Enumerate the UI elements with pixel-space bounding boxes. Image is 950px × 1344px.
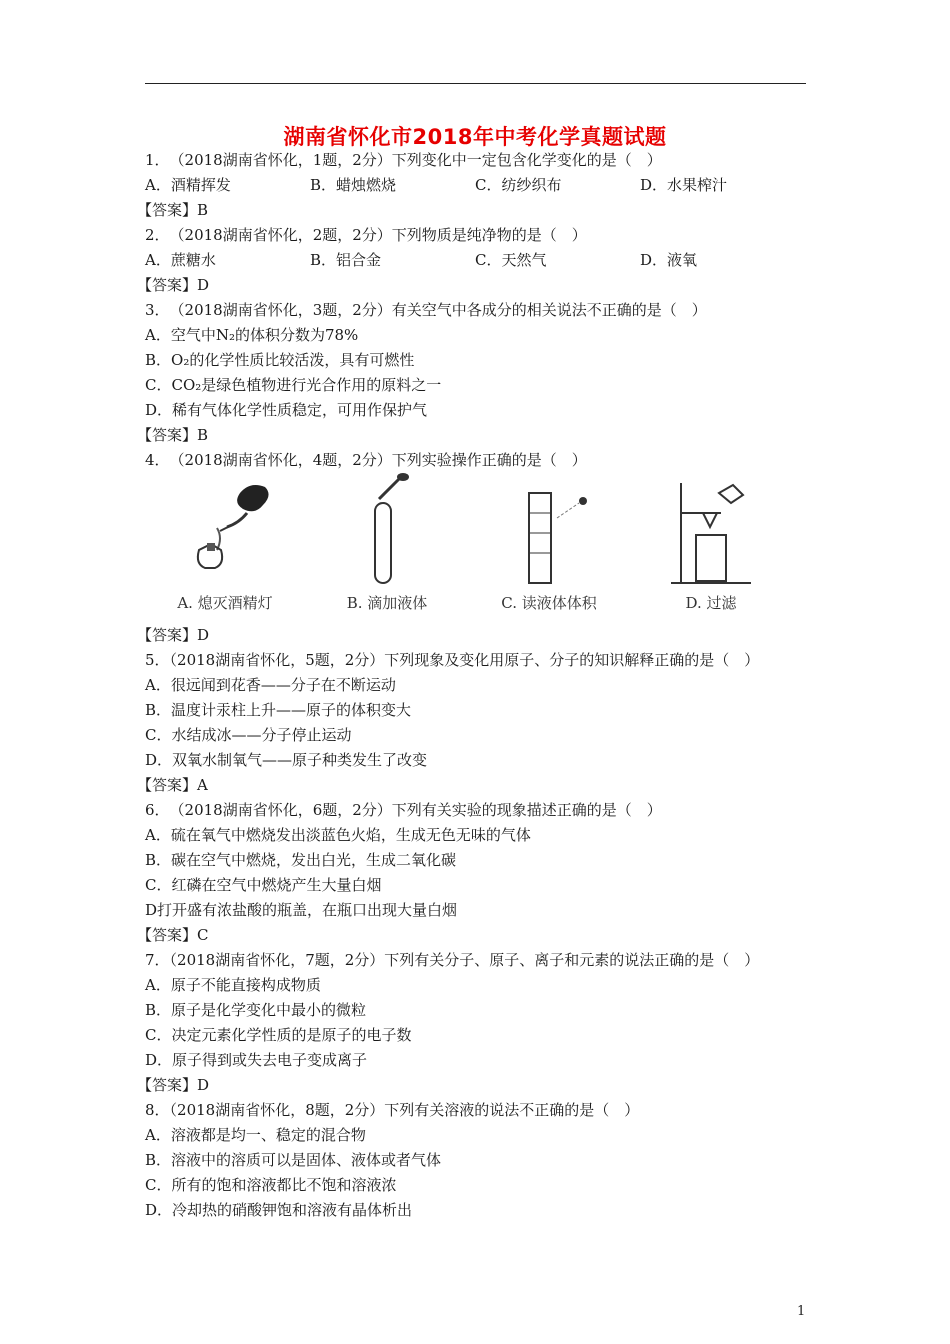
option-a: A．空气中N₂的体积分数为78% [145,326,359,344]
option-a: A．溶液都是均一、稳定的混合物 [145,1126,366,1144]
option-d: D打开盛有浓盐酸的瓶盖，在瓶口出现大量白烟 [145,901,458,919]
page-number: 1 [797,1304,806,1319]
figure-d-caption: D. 过滤 [685,594,737,612]
answer-3: 【答案】B [137,426,209,444]
question-3: 3． （2018湖南省怀化，3题，2分）有关空气中各成分的相关说法不正确的是（ ） [145,301,707,319]
dropper-test-tube-icon [317,473,457,593]
answer-4: 【答案】D [137,626,210,644]
question-7: 7．（2018湖南省怀化，7题，2分）下列有关分子、原子、离子和元素的说法正确的是（ ） [145,951,760,969]
alcohol-lamp-blowing-icon [155,473,295,593]
answer-6: 【答案】C [137,926,209,944]
answer-1: 【答案】B [137,201,209,219]
option-c: C．CO₂是绿色植物进行光合作用的原料之一 [145,376,442,394]
option-a: A．蔗糖水 [145,251,216,269]
filtration-setup-icon [641,473,781,593]
question-list [137,148,815,1223]
option-c: C．红磷在空气中燃烧产生大量白烟 [145,876,382,894]
option-c: C．所有的饱和溶液都比不饱和溶液浓 [145,1176,397,1194]
figure-a-caption: A. 熄灭酒精灯 [177,594,273,612]
figure-b-caption: B. 滴加液体 [346,594,428,612]
option-a: A．酒精挥发 [145,176,231,194]
question-2: 2． （2018湖南省怀化，2题，2分）下列物质是纯净物的是（ ） [145,226,587,244]
option-a: A．原子不能直接构成物质 [145,976,321,994]
option-c: C．纺纱织布 [475,176,562,194]
question-4: 4． （2018湖南省怀化，4题，2分）下列实验操作正确的是（ ） [145,451,587,469]
option-b: B．铝合金 [310,251,382,269]
option-c: C．水结成冰——分子停止运动 [145,726,352,744]
question-5: 5．（2018湖南省怀化，5题，2分）下列现象及变化用原子、分子的知识解释正确的是（ ） [145,651,760,669]
option-d: D．水果榨汁 [640,176,728,194]
question-1: 1． （2018湖南省怀化，1题，2分）下列变化中一定包含化学变化的是（ ） [145,151,662,169]
page-title: 湖南省怀化市2018年中考化学真题试题 [283,125,667,149]
option-a: A．很远闻到花香——分子在不断运动 [145,676,396,694]
answer-2: 【答案】D [137,276,210,294]
option-a: A．硫在氧气中燃烧发出淡蓝色火焰，生成无色无味的气体 [145,826,531,844]
option-c: C．天然气 [475,251,547,269]
option-c: C．决定元素化学性质的是原子的电子数 [145,1026,412,1044]
option-d: D．稀有气体化学性质稳定，可用作保护气 [145,401,428,419]
option-b: B．蜡烛燃烧 [310,176,397,194]
question-6: 6． （2018湖南省怀化，6题，2分）下列有关实验的现象描述正确的是（ ） [145,801,662,819]
figure-c-caption: C. 读液体体积 [501,594,597,612]
option-d: D．原子得到或失去电子变成离子 [145,1051,368,1069]
option-b: B．温度计汞柱上升——原子的体积变大 [145,701,412,719]
option-b: B．O₂的化学性质比较活泼，具有可燃性 [145,351,415,369]
question-8: 8．（2018湖南省怀化，8题，2分）下列有关溶液的说法不正确的是（ ） [145,1101,640,1119]
option-b: B．溶液中的溶质可以是固体、液体或者气体 [145,1151,442,1169]
option-b: B．原子是化学变化中最小的微粒 [145,1001,367,1019]
option-d: D．液氧 [640,251,698,269]
option-d: D．双氧水制氧气——原子种类发生了改变 [145,751,428,769]
answer-7: 【答案】D [137,1076,210,1094]
option-d: D．冷却热的硝酸钾饱和溶液有晶体析出 [145,1201,413,1219]
question-2-options [145,248,815,273]
header-rule [145,83,806,84]
option-b: B．碳在空气中燃烧，发出白光，生成二氧化碳 [145,851,457,869]
answer-5: 【答案】A [137,776,208,794]
graduated-cylinder-icon [479,473,619,593]
question-1-options [145,173,815,198]
lab-operations-figure [145,473,815,623]
